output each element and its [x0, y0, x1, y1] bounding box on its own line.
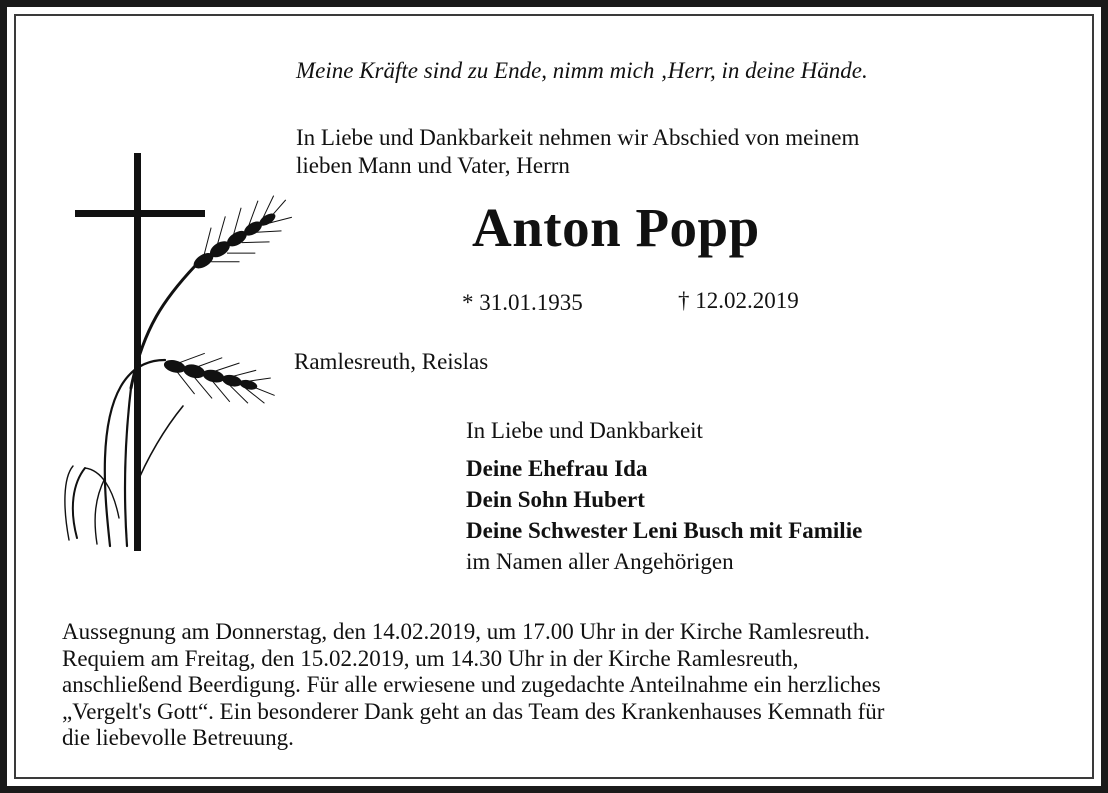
- deceased-name: Anton Popp: [472, 197, 760, 258]
- mourner: Dein Sohn Hubert: [466, 487, 645, 512]
- service-line: anschließend Beerdigung. Für alle erwiesene und zugedachte Anteilnahme ein herzliches: [62, 672, 881, 697]
- mourner: Deine Ehefrau Ida: [466, 456, 648, 481]
- death-date: † 12.02.2019: [678, 288, 799, 313]
- service-line: „Vergelt's Gott“. Ein besonderer Dank geht an das Team des Krankenhauses Kemnath für: [62, 698, 885, 724]
- mourners-closing: im Namen aller Angehörigen: [466, 549, 734, 574]
- intro-text: [296, 124, 859, 180]
- cross-with-wheat-icon: [55, 148, 305, 558]
- birth-date: * 31.01.1935: [462, 290, 583, 315]
- service-line: die liebevolle Betreuung.: [62, 725, 294, 750]
- service-line: Aussegnung am Donnerstag, den 14.02.2019, um 17.00 Uhr in der Kirche Ramlesreuth.: [62, 619, 871, 644]
- residence: Ramlesreuth, Reislas: [294, 349, 489, 374]
- motto: Meine Kräfte sind zu Ende, nimm mich ‚Herr, in deine Hände.: [296, 58, 868, 83]
- mourners-intro: In Liebe und Dankbarkeit: [466, 418, 703, 443]
- service-line: Requiem am Freitag, den 15.02.2019, um 14.30 Uhr in der Kirche Ramlesreuth,: [62, 645, 799, 671]
- intro-line: In Liebe und Dankbarkeit nehmen wir Abschied von meinem: [296, 125, 860, 150]
- mourner: Deine Schwester Leni Busch mit Familie: [466, 518, 863, 543]
- intro-line: lieben Mann und Vater, Herrn: [296, 153, 570, 178]
- service-details: [62, 619, 1072, 752]
